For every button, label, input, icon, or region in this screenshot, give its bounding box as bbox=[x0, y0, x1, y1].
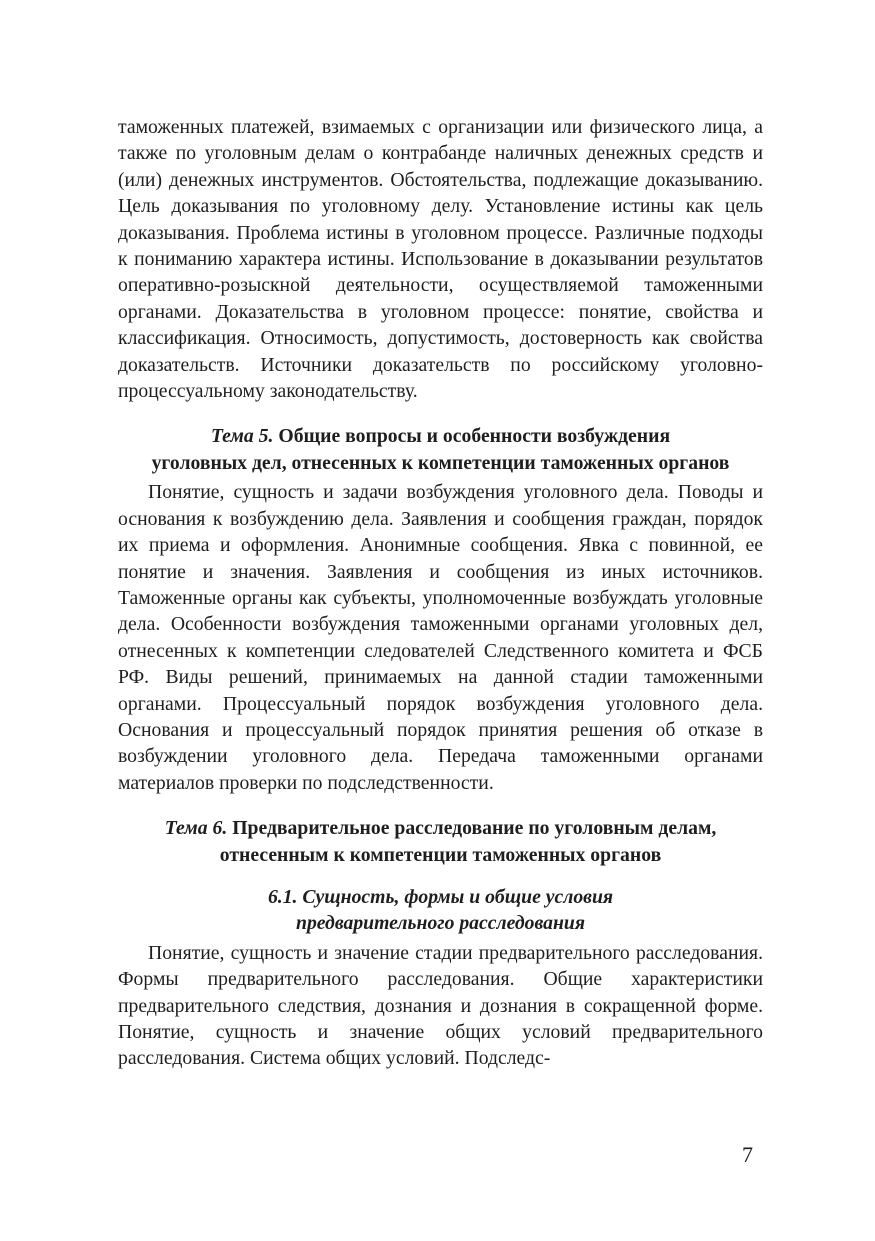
topic-6-label: Тема 6. bbox=[164, 817, 228, 840]
subsection-6-1-heading bbox=[118, 884, 763, 937]
topic-6-title-line-2: отнесенным к компетенции таможенных органов bbox=[219, 843, 662, 866]
subsection-6-1-title-line-1: 6.1. Сущность, формы и общие условия bbox=[267, 885, 614, 908]
topic-6-heading-line-1 bbox=[118, 815, 763, 841]
continuation-paragraph: таможенных платежей, взимаемых с организации или физического лица, а также по уголовным делам о контрабанде наличных денежных средств и (или) денежных инструментов. Обстоятельства, подлежащие доказыванию. Цель доказывания по уголовному делу. Установление истины как цель доказывания. Проблема истины в уголовном процессе. Различные подходы к пониманию характера истины. Использование в доказывании результатов оперативно-розыскной деятельности, осуществляемой таможенными органами. Доказательства в уголовном процессе: понятие, свойства и классификация. Относимость, допустимость, достоверность как свойства доказательств. Источники доказательств по российскому уголовнопроцессуальному законодательству. bbox=[118, 116, 763, 403]
topic-5-label: Тема 5. bbox=[210, 425, 274, 448]
subsection-6-1-paragraph: Понятие, сущность и значение стадии предварительного расследования. Формы предварительного расследования. Общие характеристики предварительного следствия, дознания и дознания в сокращенной форме. Понятие, сущность и значение общих условий предварительного расследования. Система общих условий. Подследс- bbox=[118, 941, 763, 1070]
topic-6-title-line-1: Предварительное расследование по уголовным делам, bbox=[232, 817, 717, 840]
topic-5-heading bbox=[118, 423, 763, 476]
topic-5-heading-line-1 bbox=[118, 423, 763, 449]
topic-5-title-line-1: Общие вопросы и особенности возбуждения bbox=[278, 425, 671, 448]
topic-5-title-line-2: уголовных дел, отнесенных к компетенции таможенных органов bbox=[151, 451, 730, 474]
page-content bbox=[118, 114, 763, 1072]
page-number: 7 bbox=[742, 1142, 753, 1167]
topic-5-paragraph: Понятие, сущность и задачи возбуждения уголовного дела. Поводы и основания к возбуждению дела. Заявления и сообщения граждан, порядок их приема и оформления. Анонимные сообщения. Явка с повинной, ее понятие и значения. Заявления и сообщения из иных источников. Таможенные органы как субъекты, уполномоченные возбуждать уголовные дела. Особенности возбуждения таможенными органами уголовных дел, отнесенных к компетенции следователей Следственного комитета и ФСБ РФ. Виды решений, принимаемых на данной стадии таможенными органами. Процессуальный порядок возбуждения уголовного дела. Основания и процессуальный порядок принятия решения об отказе в возбуждении уголовного дела. Передача таможенными органами материалов проверки по подследственности. bbox=[118, 481, 763, 794]
topic-6-heading bbox=[118, 815, 763, 868]
subsection-6-1-title-line-2: предварительного расследования bbox=[296, 912, 585, 935]
